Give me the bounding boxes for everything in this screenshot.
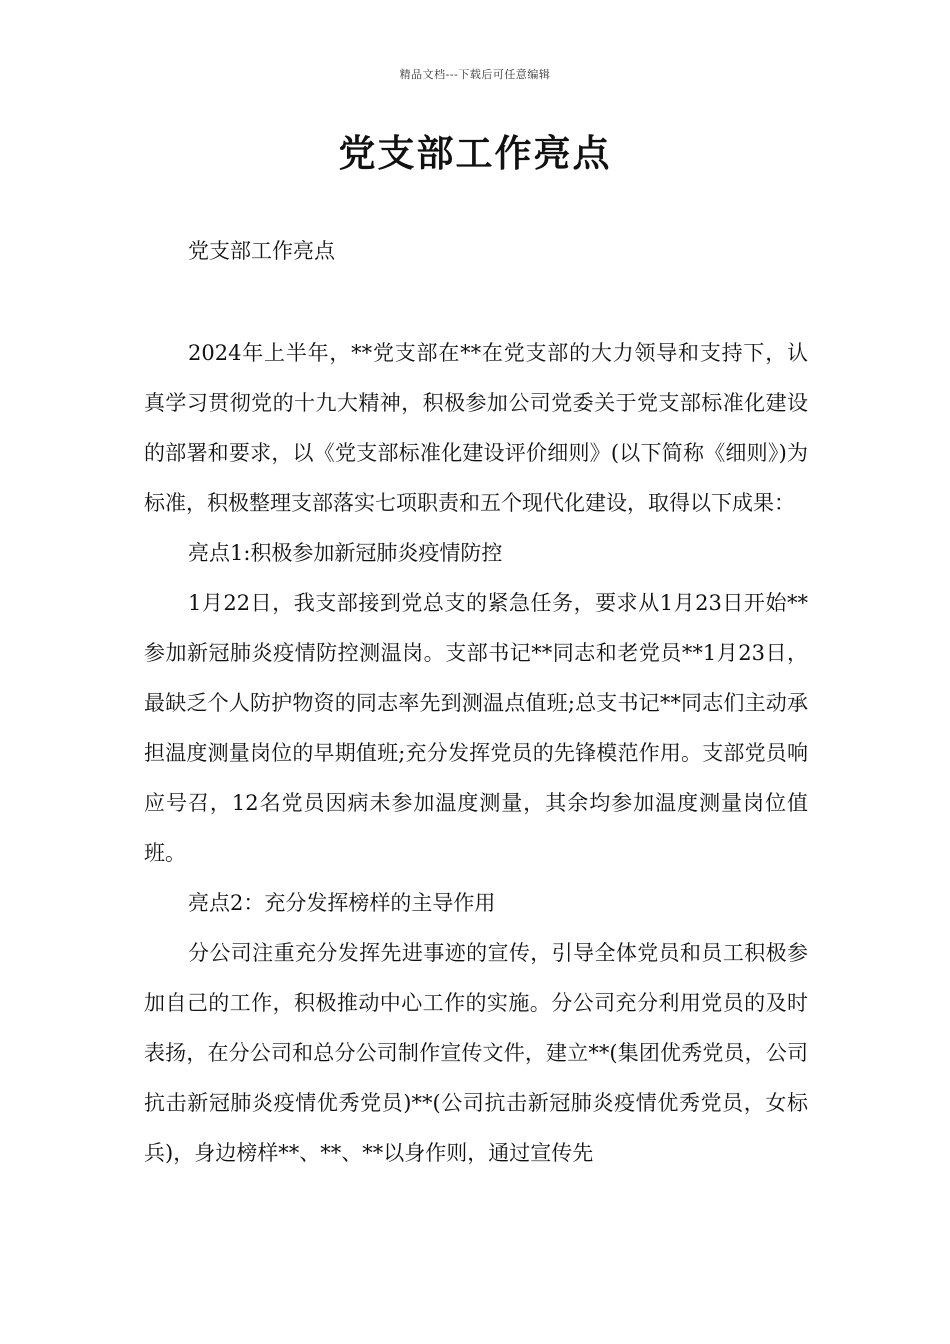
paragraph-intro: 2024年上半年，**党支部在**在党支部的大力领导和支持下，认真学习贯彻党的十九大精神，积极参加公司党委关于党支部标准化建设的部署和要求，以《党支部标准化建设评价细则》(以下简称《细则》)为标准，积极整理支部落实七项职责和五个现代化建设，取得以下成果： bbox=[144, 341, 808, 515]
heading-highlight-2: 亮点2：充分发挥榜样的主导作用 bbox=[188, 891, 496, 915]
paragraph-highlight-2: 分公司注重充分发挥先进事迹的宣传，引导全体党员和员工积极参加自己的工作，积极推动中心工作的实施。分公司充分利用党员的及时表扬，在分公司和总分公司制作宣传文件，建立**(集团优秀党员，公司抗击新冠肺炎疫情优秀党员)**(公司抗击新冠肺炎疫情优秀党员，女标兵)，身边榜样**、**、**以身作则，通过宣传先 bbox=[144, 941, 808, 1165]
document-title: 党支部工作亮点 bbox=[338, 131, 612, 175]
paragraph-highlight-1: 1月22日，我支部接到党总支的紧急任务，要求从1月23日开始**参加新冠肺炎疫情防控测温岗。支部书记**同志和老党员**1月23日，最缺乏个人防护物资的同志率先到测温点值班;总支书记**同志们主动承担温度测量岗位的早期值班;充分发挥党员的先锋模范作用。支部党员响应号召，12名党员因病未参加温度测量，其余均参加温度测量岗位值班。 bbox=[144, 591, 808, 865]
document-subtitle: 党支部工作亮点 bbox=[188, 239, 335, 263]
document-body bbox=[144, 328, 808, 1178]
header-note: 精品文档---下载后可任意编辑 bbox=[399, 68, 551, 81]
heading-highlight-1: 亮点1:积极参加新冠肺炎疫情防控 bbox=[188, 541, 503, 565]
